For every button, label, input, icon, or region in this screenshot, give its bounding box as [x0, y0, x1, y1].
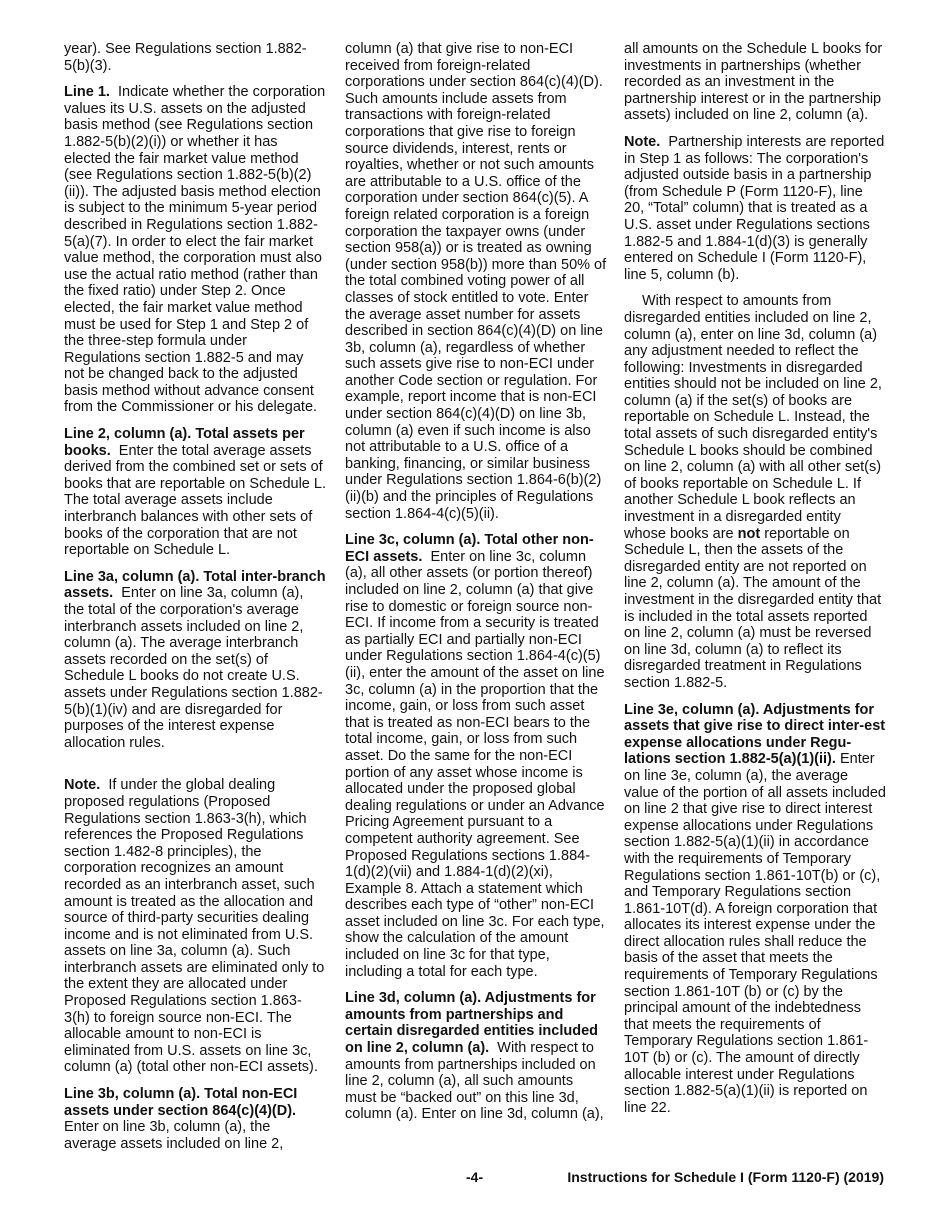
line-3d-paragraph	[345, 990, 607, 1123]
body-text: Enter the total average assets derived from the combined set or sets of books that are reportable on Schedule L. The total average assets include interbranch balances with other sets of books of the corporation that are not reportable on Schedule L.	[64, 442, 326, 559]
column-3	[624, 41, 886, 1126]
heading: Line 3c, column (a). Total other non-ECI assets.	[345, 532, 594, 565]
note-paragraph	[64, 777, 326, 1076]
line-3e-paragraph	[624, 702, 886, 1117]
emphasis-text: not	[737, 525, 761, 542]
paragraph: column (a) that give rise to non-ECI received from foreign-related corporations under section 864(c)(4)(D). Such amounts include assets from transactions with foreign-related corporations that give rise to foreign source dividends, interest, rents or royalties, whether or not such amounts are attributable to a U.S. office of the corporation under section 864(c)(5). A foreign related corporation is a foreign corporation the taxpayer owns (under section 958(a)) or is treated as owning (under section 958(b)) more than 50% of the total combined voting power of all classes of stock entitled to vote. Enter the average asset number for assets described in section 864(c)(4)(D) on line 3b, column (a), regardless of whether such assets give rise to non-ECI under another Code section or regulation. For example, report income that is non-ECI under section 864(c)(4)(D) on line 3b, column (a) even if such income is also not attributable to a U.S. office of a banking, financing, or similar business under Regulations section 1.864-6(b)(2)(ii)(b) and the principles of Regulations section 1.864-4(c)(5)(ii).	[345, 41, 607, 522]
disregarded-entities-paragraph	[624, 293, 886, 691]
line-3c-paragraph	[345, 532, 607, 980]
body-text: Enter on line 3a, column (a), the total of the corporation's average interbranch assets included on line 2, column (a). The average interbranch assets recorded on the set(s) of Schedule L books do not create U.S. assets under Regulations section 1.882-5(b)(1)(iv) and are disregarded for purposes of the interest expense allocation rules.	[64, 585, 323, 751]
body-text: Enter on line 3b, column (a), the average assets included on line 2,	[64, 1119, 284, 1152]
paragraph: all amounts on the Schedule L books for investments in partnerships (whether recorded as an investment in the partnership interest or in the partnership assets) included on line 2, column (a).	[624, 41, 883, 124]
body-text: If under the global dealing proposed regulations (Proposed Regulations section 1.863-3(h), which references the Proposed Regulations section 1.482-8 principles), the corporation recognizes an amount recorded as an interbranch asset, such amount is treated as the allocation and source of third-party securities dealing income and is not eliminated from U.S. assets on line 3a, column (a). Such interbranch assets are eliminated only to the extent they are allocated under Proposed Regulations section 1.863-3(h) to foreign source non-ECI. The allocable amount to non-ECI is eliminated from U.S. assets on line 3c, column (a) (total other non-ECI assets).	[64, 777, 325, 1076]
line-3a-paragraph	[64, 569, 326, 752]
heading: Line 2, column (a). Total assets per books.	[64, 426, 305, 459]
heading: Line 3b, column (a). Total non-ECI assets under section 864(c)(4)(D).	[64, 1086, 298, 1119]
footer-title: Instructions for Schedule I (Form 1120-F) (2019)	[567, 1169, 884, 1185]
note-paragraph	[624, 134, 886, 283]
heading: Line 3e, column (a). Adjustments for assets that give rise to direct inter-est expense allocations under Regu-lations section 1.882-5(a)(1)(ii).	[624, 701, 886, 768]
heading: Note.	[624, 133, 661, 150]
body-text: With respect to amounts from partnerships included on line 2, column (a), all such amounts must be “backed out” on this line 3d, column (a). Enter on line 3d, column (a),	[345, 1040, 604, 1123]
column-1	[64, 41, 326, 1162]
line-3b-paragraph	[64, 1086, 326, 1152]
column-2	[345, 41, 607, 1133]
line-2-paragraph	[64, 426, 326, 559]
body-text: Indicate whether the corporation values its U.S. assets on the adjusted basis method (see Regulations section 1.882-5(b)(2)(i)) or whether it has elected the fair market value method (see Regulations section 1.882-5(b)(2)(ii)). The adjusted basis method election is subject to the minimum 5-year period described in Regulations section 1.882-5(a)(7). In order to elect the fair market value method, the corporation must also use the actual ratio method (rather than the fixed ratio) under Step 2. Once elected, the fair market value method must be used for Step 1 and Step 2 of the three-step formula under Regulations section 1.882-5 and may not be changed back to the adjusted basis method without advance consent from the Commissioner or his delegate.	[64, 84, 326, 416]
heading: Line 1.	[64, 84, 110, 101]
heading: Line 3a, column (a). Total inter-branch assets.	[64, 568, 326, 602]
line-1-paragraph	[64, 84, 326, 416]
body-text: With respect to amounts from disregarded entities included on line 2, column (a), enter on line 3d, column (a) any adjustment needed to reflect the following: Investments in disregarded entities should not be included on line 2, column (a) if the set(s) of books are reportable on Schedule L. Instead, the total assets of such disregarded entity's Schedule L books should be combined on line 2, column (a) with all other set(s) of books reportable on Schedule L. If another Schedule L book reflects an investment in a disregarded entity whose books are	[624, 293, 882, 542]
body-text: Partnership interests are reported in Step 1 as follows: The corporation's adjusted outside basis in a partnership (from Schedule P (Form 1120-F), line 20, “Total” column) that is treated as a U.S. asset under Regulations sections 1.882-5 and 1.884-1(d)(3) is generally entered on Schedule I (Form 1120-F), line 5, column (b).	[624, 133, 885, 283]
body-text: Enter on line 3c, column (a), all other assets (or portion thereof) included on line 2, column (a) that give rise to domestic or foreign source non-ECI. If income from a security is treated as partially ECI and partially non-ECI under Regulations section 1.864-4(c)(5)(ii), enter the amount of the asset on line 3c, column (a) in the proportion that the income, gain, or loss from such asset that is treated as non-ECI bears to the total income, gain, or loss from such asset. Do the same for the non-ECI portion of any asset whose income is allocated under the proposed global dealing regulations or under an Advance Pricing Agreement pursuant to a competent authority agreement. See Proposed Regulations sections 1.884-1(d)(2)(vii) and 1.884-1(d)(2)(xi), Example 8. Attach a statement which describes each type of “other” non-ECI asset included on line 3c. For each type, show the calculation of the amount included on line 3c for that type, including a total for each type.	[345, 548, 605, 980]
page-number: -4-	[466, 1169, 484, 1185]
heading: Line 3d, column (a). Adjustments for amounts from partnerships and certain disregarded entities included on line 2, column (a).	[345, 990, 599, 1057]
paragraph: year). See Regulations section 1.882-5(b)(3).	[64, 41, 307, 74]
body-text: reportable on Schedule L, then the assets of the disregarded entity are not reported on line 2, column (a). The amount of the investment in the disregarded entity that is included in the total assets reported on line 2, column (a) must be reversed on line 3d, column (a) to reflect its disregarded treatment in Regulations section 1.882-5.	[624, 525, 882, 691]
body-text: Enter on line 3e, column (a), the average value of the portion of all assets included on line 2 that give rise to direct interest expense allocations under Regulations section 1.882-5(a)(1)(ii) in accordance with the requirements of Temporary Regulations section 1.861-10T(b) or (c), and Temporary Regulations section 1.861-10T(d). A foreign corporation that allocates its interest expense under the direct allocation rules shall reduce the basis of the asset that meets the requirements of Temporary Regulations section 1.861-10T (b) or (c) by the principal amount of the indebtedness that meets the requirements of Temporary Regulations section 1.861-10T (b) or (c). The amount of directly allocable interest under Regulations section 1.882-5(a)(1)(ii) is reported on line 22.	[624, 751, 886, 1116]
heading: Note.	[64, 777, 101, 794]
